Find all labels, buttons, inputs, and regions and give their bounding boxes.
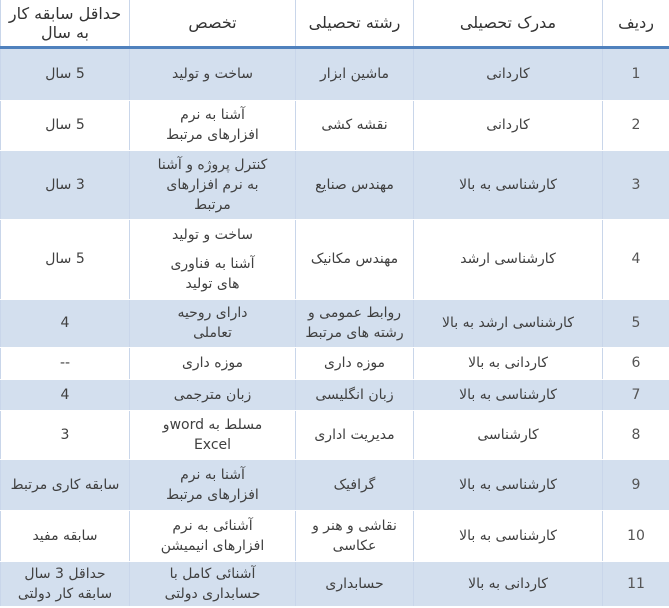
cell-line: 5 سال xyxy=(45,66,85,82)
cell-line: آشنا به فناوری xyxy=(170,255,255,272)
cell-madrak: کارشناسی به بالا xyxy=(414,150,603,219)
cell-takhasos xyxy=(130,100,296,150)
cell-reshte: موزه داری xyxy=(296,347,414,379)
cell-sabeqe xyxy=(1,150,130,219)
cell-line: آشنائی به نرم xyxy=(172,517,253,534)
cell-line: سابقه کار دولتی xyxy=(17,585,113,602)
cell-madrak: کاردانی به بالا xyxy=(414,347,603,379)
cell-takhasos xyxy=(130,347,296,379)
cell-takhasos xyxy=(130,459,296,510)
cell-reshte: روابط عمومی و رشته های مرتبط xyxy=(296,299,414,347)
cell-line: افزارهای انیمیشن xyxy=(160,537,265,554)
table-header xyxy=(1,0,669,47)
table-row xyxy=(1,379,669,410)
header-takhasos: تخصص xyxy=(130,0,296,47)
table-row xyxy=(1,510,669,561)
cell-radif: 4 xyxy=(603,219,669,299)
header-radif: ردیف xyxy=(603,0,669,47)
cell-reshte: زبان انگلیسی xyxy=(296,379,414,410)
header-madrak: مدرک تحصیلی xyxy=(414,0,603,47)
table-row xyxy=(1,459,669,510)
cell-radif: 8 xyxy=(603,410,669,459)
cell-line: مسلط به wordو xyxy=(162,416,263,433)
cell-radif: 11 xyxy=(603,561,669,606)
cell-line: سابقه مفید xyxy=(32,527,98,544)
cell-line: تعاملی xyxy=(193,325,232,341)
cell-line: های تولید xyxy=(185,275,240,292)
cell-reshte: مهندس صنایع xyxy=(296,150,414,219)
cell-radif: 10 xyxy=(603,510,669,561)
cell-sabeqe xyxy=(1,219,130,299)
cell-line: موزه داری xyxy=(181,355,244,371)
cell-line: دارای روحیه xyxy=(177,305,248,321)
table-row xyxy=(1,410,669,459)
cell-line: ساخت و تولید xyxy=(171,226,254,243)
cell-sabeqe xyxy=(1,561,130,606)
cell-takhasos xyxy=(130,219,296,299)
table-row xyxy=(1,347,669,379)
cell-line: کنترل پروژه و آشنا xyxy=(157,156,268,173)
table-row xyxy=(1,561,669,606)
table-row xyxy=(1,150,669,219)
cell-line: سابقه کاری مرتبط xyxy=(10,476,120,493)
cell-line: افزارهای مرتبط xyxy=(166,127,259,143)
line-gap xyxy=(136,245,289,254)
cell-takhasos xyxy=(130,561,296,606)
cell-sabeqe xyxy=(1,47,130,100)
cell-takhasos xyxy=(130,510,296,561)
cell-line: Excel xyxy=(193,436,232,453)
cell-line: آشنا به نرم xyxy=(180,466,245,483)
table-row xyxy=(1,219,669,299)
cell-radif: 2 xyxy=(603,100,669,150)
cell-takhasos xyxy=(130,299,296,347)
cell-takhasos xyxy=(130,150,296,219)
cell-line: 4 xyxy=(60,386,70,403)
cell-line: افزارهای مرتبط xyxy=(166,486,259,503)
cell-line: 5 سال xyxy=(45,117,85,133)
cell-madrak: کاردانی xyxy=(414,100,603,150)
cell-sabeqe xyxy=(1,410,130,459)
cell-reshte: نقشه کشی xyxy=(296,100,414,150)
cell-sabeqe xyxy=(1,510,130,561)
cell-line: 3 سال xyxy=(45,176,85,193)
cell-madrak: کارشناسی به بالا xyxy=(414,510,603,561)
cell-madrak: کارشناسی ارشد xyxy=(414,219,603,299)
cell-line: به نرم افزارهای xyxy=(166,176,259,193)
cell-line: حسابداری دولتی xyxy=(164,585,261,602)
cell-line: آشنائی کامل با xyxy=(169,565,256,582)
cell-radif: 5 xyxy=(603,299,669,347)
table-row xyxy=(1,299,669,347)
cell-reshte: نقاشی و هنر و عکاسی xyxy=(296,510,414,561)
cell-madrak: کارشناسی xyxy=(414,410,603,459)
table-row xyxy=(1,100,669,150)
cell-madrak: کارشناسی به بالا xyxy=(414,379,603,410)
header-sabeqe: حداقل سابقه کار به سال xyxy=(1,0,130,47)
cell-radif: 1 xyxy=(603,47,669,100)
header-row xyxy=(1,0,669,47)
cell-line: حداقل 3 سال xyxy=(24,565,106,582)
cell-radif: 9 xyxy=(603,459,669,510)
cell-reshte: حسابداری xyxy=(296,561,414,606)
cell-takhasos xyxy=(130,47,296,100)
cell-line: 5 سال xyxy=(45,251,85,267)
cell-reshte: ماشین ابزار xyxy=(296,47,414,100)
cell-line: آشنا به نرم xyxy=(180,107,245,123)
cell-madrak: کاردانی به بالا xyxy=(414,561,603,606)
header-reshte: رشته تحصیلی xyxy=(296,0,414,47)
cell-radif: 3 xyxy=(603,150,669,219)
cell-line: ساخت و تولید xyxy=(171,66,254,82)
cell-sabeqe xyxy=(1,379,130,410)
cell-takhasos xyxy=(130,379,296,410)
cell-reshte: گرافیک xyxy=(296,459,414,510)
cell-reshte: مهندس مکانیک xyxy=(296,219,414,299)
cell-madrak: کارشناسی به بالا xyxy=(414,459,603,510)
table-body xyxy=(1,47,669,606)
cell-madrak: کارشناسی ارشد به بالا xyxy=(414,299,603,347)
cell-radif: 7 xyxy=(603,379,669,410)
table-row xyxy=(1,47,669,100)
cell-line: 4 xyxy=(60,315,70,331)
cell-reshte: مدیریت اداری xyxy=(296,410,414,459)
cell-sabeqe xyxy=(1,347,130,379)
cell-line: زبان مترجمی xyxy=(173,386,252,403)
cell-line: 3 xyxy=(60,426,70,443)
cell-line: -- xyxy=(59,355,71,371)
cell-line: مرتبط xyxy=(194,196,231,213)
cell-madrak: کاردانی xyxy=(414,47,603,100)
cell-radif: 6 xyxy=(603,347,669,379)
cell-takhasos xyxy=(130,410,296,459)
cell-sabeqe xyxy=(1,100,130,150)
cell-sabeqe xyxy=(1,299,130,347)
cell-sabeqe xyxy=(1,459,130,510)
